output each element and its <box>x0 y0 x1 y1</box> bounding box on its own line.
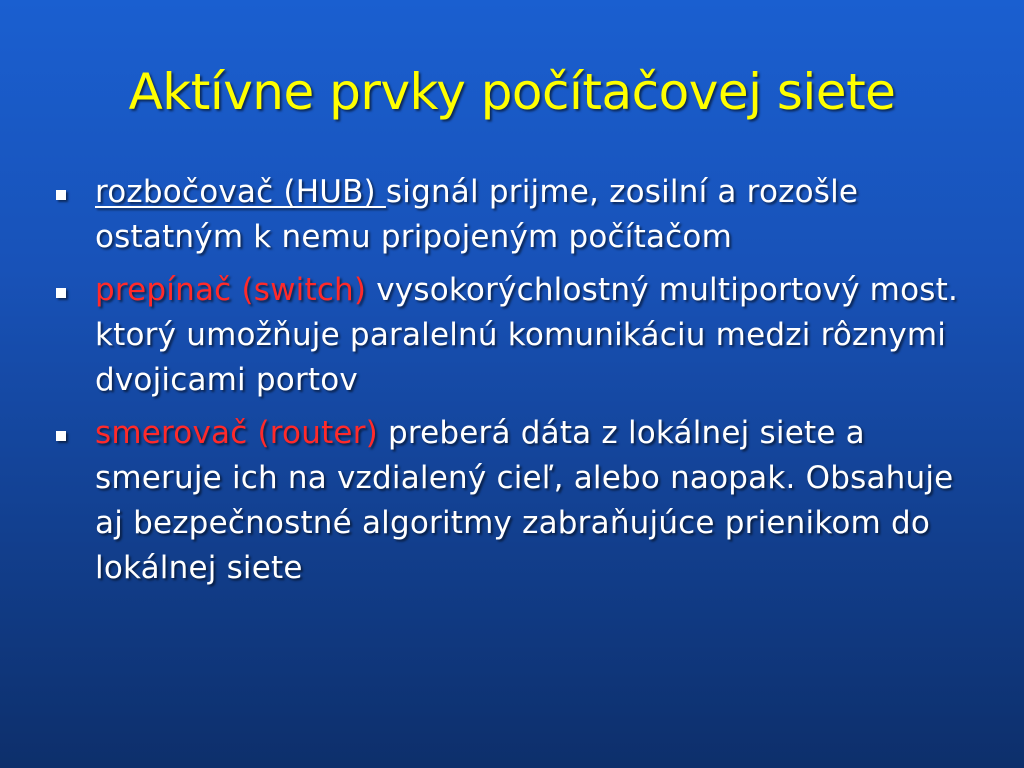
bullet-term-hub[interactable]: rozbočovač (HUB) <box>95 174 386 210</box>
bullet-description-hub: signál prijme, zosilní a rozošle ostatným k nemu pripojeným počítačom <box>95 174 859 255</box>
square-bullet-icon <box>56 288 66 298</box>
bullet-term-router: smerovač (router) <box>95 415 378 451</box>
slide-title: Aktívne prvky počítačovej siete <box>128 63 896 121</box>
square-bullet-icon <box>56 431 66 441</box>
bullet-description-switch: vysokorýchlostný multiportový most. ktorý umožňuje paralelnú komunikáciu medzi rôznymi dvojicami portov <box>95 272 958 398</box>
bullet-item-router <box>56 411 976 591</box>
bullet-item-switch <box>56 268 976 403</box>
bullet-list <box>56 170 976 599</box>
square-bullet-icon <box>56 190 66 200</box>
bullet-item-hub <box>56 170 976 260</box>
bullet-description-router: preberá dáta z lokálnej siete a smeruje ich na vzdialený cieľ, alebo naopak. Obsahuje aj bezpečnostné algoritmy zabraňujúce prienikom do lokálnej siete <box>95 415 954 586</box>
bullet-term-switch: prepínač (switch) <box>95 272 367 308</box>
